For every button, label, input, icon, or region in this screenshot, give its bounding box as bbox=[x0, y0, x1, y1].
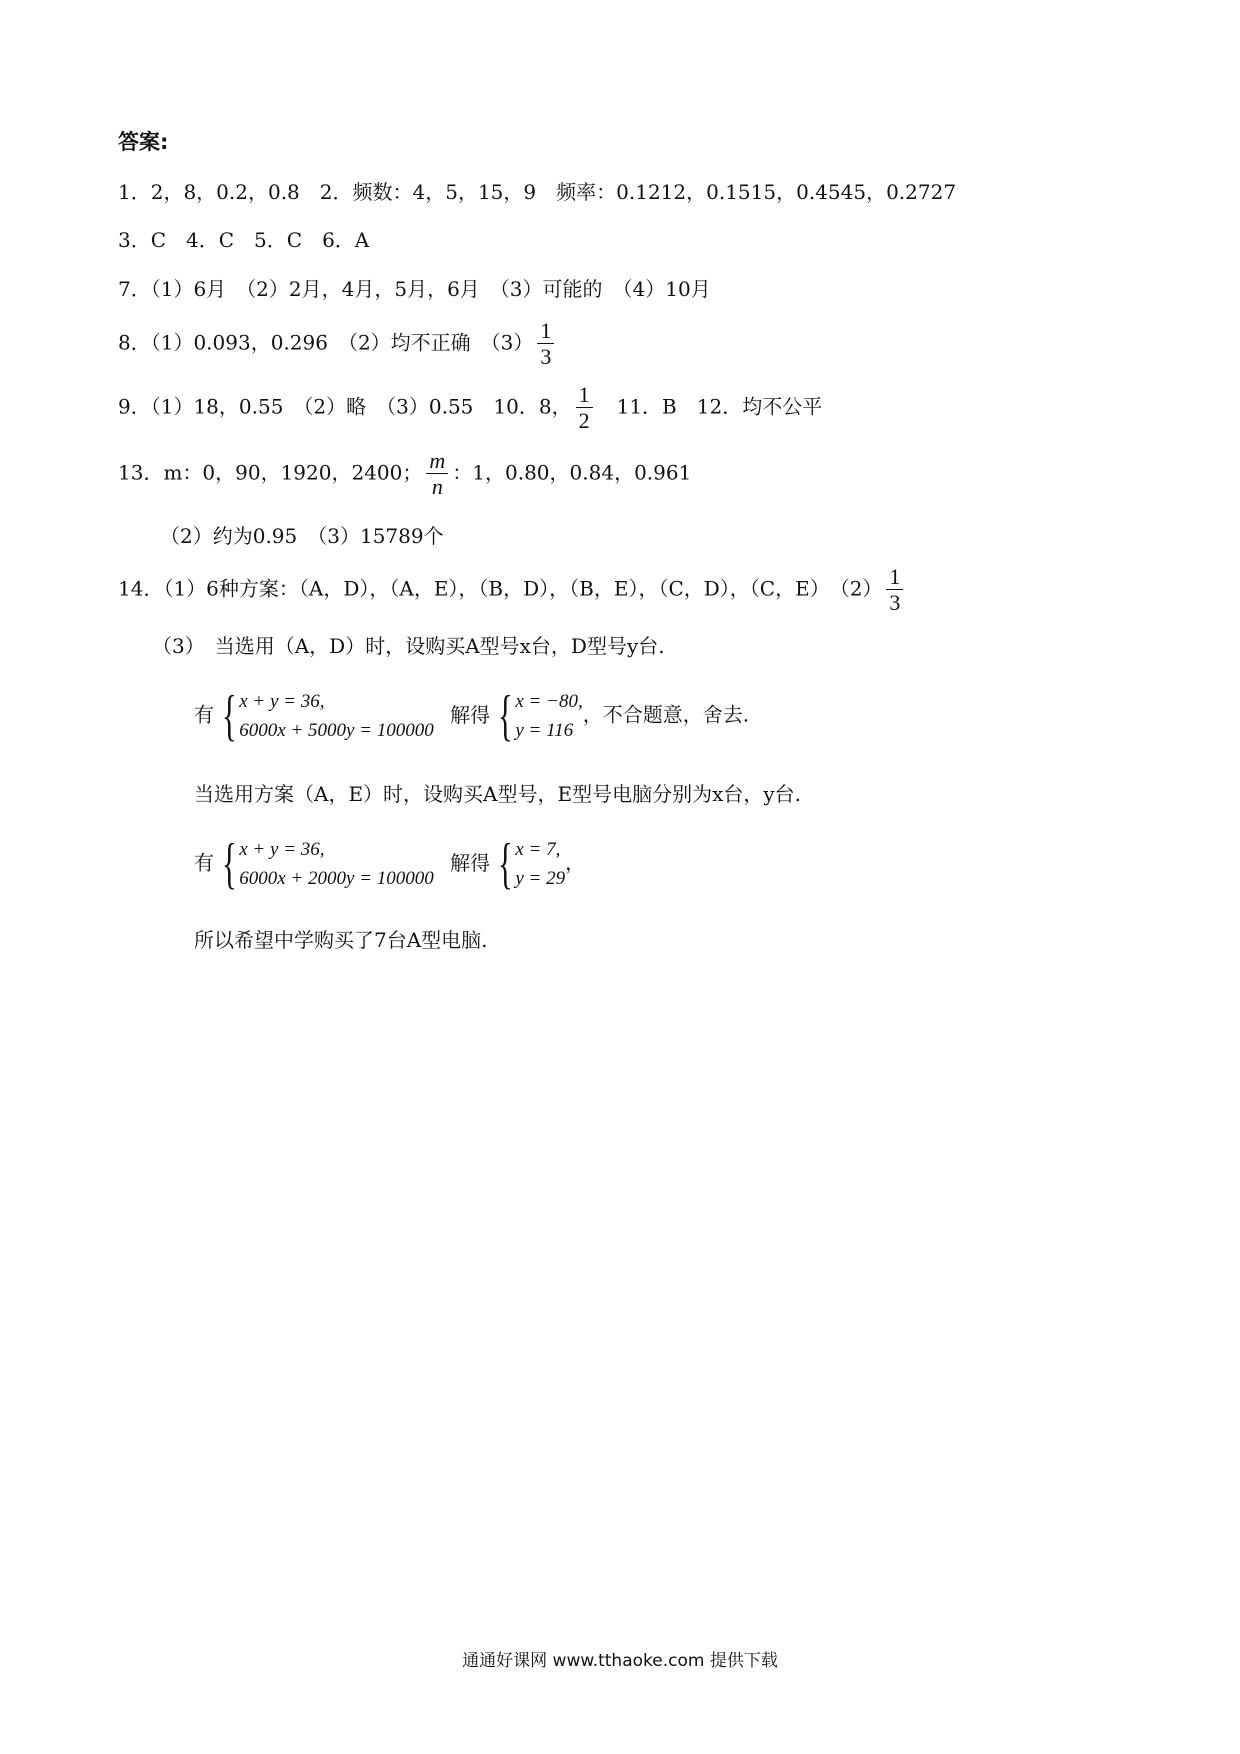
answer-q7: 7．（1）6月 （2）2月，4月，5月，6月 （3）可能的 （4）10月 bbox=[118, 277, 711, 301]
answer-q8-text: 8．（1）0.093，0.296 （2）均不正确 （3） bbox=[118, 330, 534, 355]
system-prefix: 有 bbox=[194, 850, 214, 875]
answer-q13 bbox=[118, 448, 691, 500]
equation-2: 6000x + 5000y = 100000 bbox=[239, 720, 434, 741]
solution-system bbox=[496, 685, 583, 747]
fraction-m-over-n bbox=[426, 448, 448, 500]
fraction-one-third bbox=[537, 318, 554, 370]
fraction-numerator: 1 bbox=[886, 564, 903, 590]
answer-q9-12 bbox=[118, 382, 822, 434]
fraction-denominator: n bbox=[431, 474, 443, 500]
fraction-numerator: 1 bbox=[576, 382, 593, 408]
equation-system-1 bbox=[194, 685, 750, 747]
answer-q11-12-text: 11．B 12．均不公平 bbox=[596, 394, 823, 419]
system-note: ， bbox=[565, 850, 586, 875]
solution-system bbox=[496, 833, 566, 895]
equation-system bbox=[220, 833, 434, 895]
equation-2: 6000x + 2000y = 100000 bbox=[239, 868, 434, 889]
answer-heading: 答案: bbox=[118, 130, 169, 154]
answer-q14 bbox=[118, 564, 907, 616]
answer-case2: 当选用方案（A，E）时，设购买A型号，E型号电脑分别为x台，y台. bbox=[194, 782, 802, 806]
equation-1: x + y = 36, bbox=[239, 691, 325, 712]
left-brace-icon: { bbox=[222, 685, 238, 747]
answer-conclusion: 所以希望中学购买了7台A型电脑. bbox=[194, 928, 488, 952]
system-prefix: 有 bbox=[194, 702, 214, 727]
fraction-one-half bbox=[576, 382, 593, 434]
left-brace-icon: { bbox=[498, 833, 514, 895]
answer-q14-text: 14．（1）6种方案：（A，D），（A，E），（B，D），（B，E），（C，D），（C，E） （2） bbox=[118, 576, 883, 601]
answer-q14-part3: （3） 当选用（A，D）时，设购买A型号x台，D型号y台. bbox=[152, 634, 665, 658]
equation-1: x + y = 36, bbox=[239, 839, 325, 860]
fraction-denominator: 3 bbox=[540, 344, 552, 370]
fraction-denominator: 3 bbox=[889, 590, 901, 616]
solution-2: y = 29 bbox=[515, 868, 566, 889]
solve-label: 解得 bbox=[450, 850, 491, 875]
answer-q9-text: 9．（1）18，0.55 （2）略 （3）0.55 10．8， bbox=[118, 394, 572, 419]
left-brace-icon: { bbox=[222, 833, 238, 895]
page-footer: 通通好课网 www.tthaoke.com 提供下载 bbox=[462, 1651, 778, 1671]
left-brace-icon: { bbox=[498, 685, 514, 747]
solve-label: 解得 bbox=[450, 702, 491, 727]
answer-q13-after: ：1，0.80，0.84，0.961 bbox=[452, 460, 692, 485]
system-note: ，不合题意，舍去. bbox=[582, 702, 750, 727]
equation-system-2 bbox=[194, 833, 586, 895]
fraction-denominator: 2 bbox=[578, 408, 590, 434]
solution-1: x = −80, bbox=[515, 691, 583, 712]
fraction-numerator: 1 bbox=[537, 318, 554, 344]
answer-q8 bbox=[118, 318, 558, 370]
fraction-numerator: m bbox=[426, 448, 448, 474]
equation-system bbox=[220, 685, 434, 747]
answer-q3-6: 3．C 4．C 5．C 6．A bbox=[118, 228, 370, 252]
solution-2: y = 116 bbox=[515, 720, 574, 741]
answer-q1-2: 1．2，8，0.2，0.8 2．频数：4，5，15，9 频率：0.1212，0.1515，0.4545，0.2727 bbox=[118, 180, 957, 204]
solution-1: x = 7, bbox=[515, 839, 561, 860]
answer-q13-part2: （2）约为0.95 （3）15789个 bbox=[160, 524, 444, 548]
answer-q13-text: 13．m：0，90，1920，2400； bbox=[118, 460, 423, 485]
fraction-one-third bbox=[886, 564, 903, 616]
